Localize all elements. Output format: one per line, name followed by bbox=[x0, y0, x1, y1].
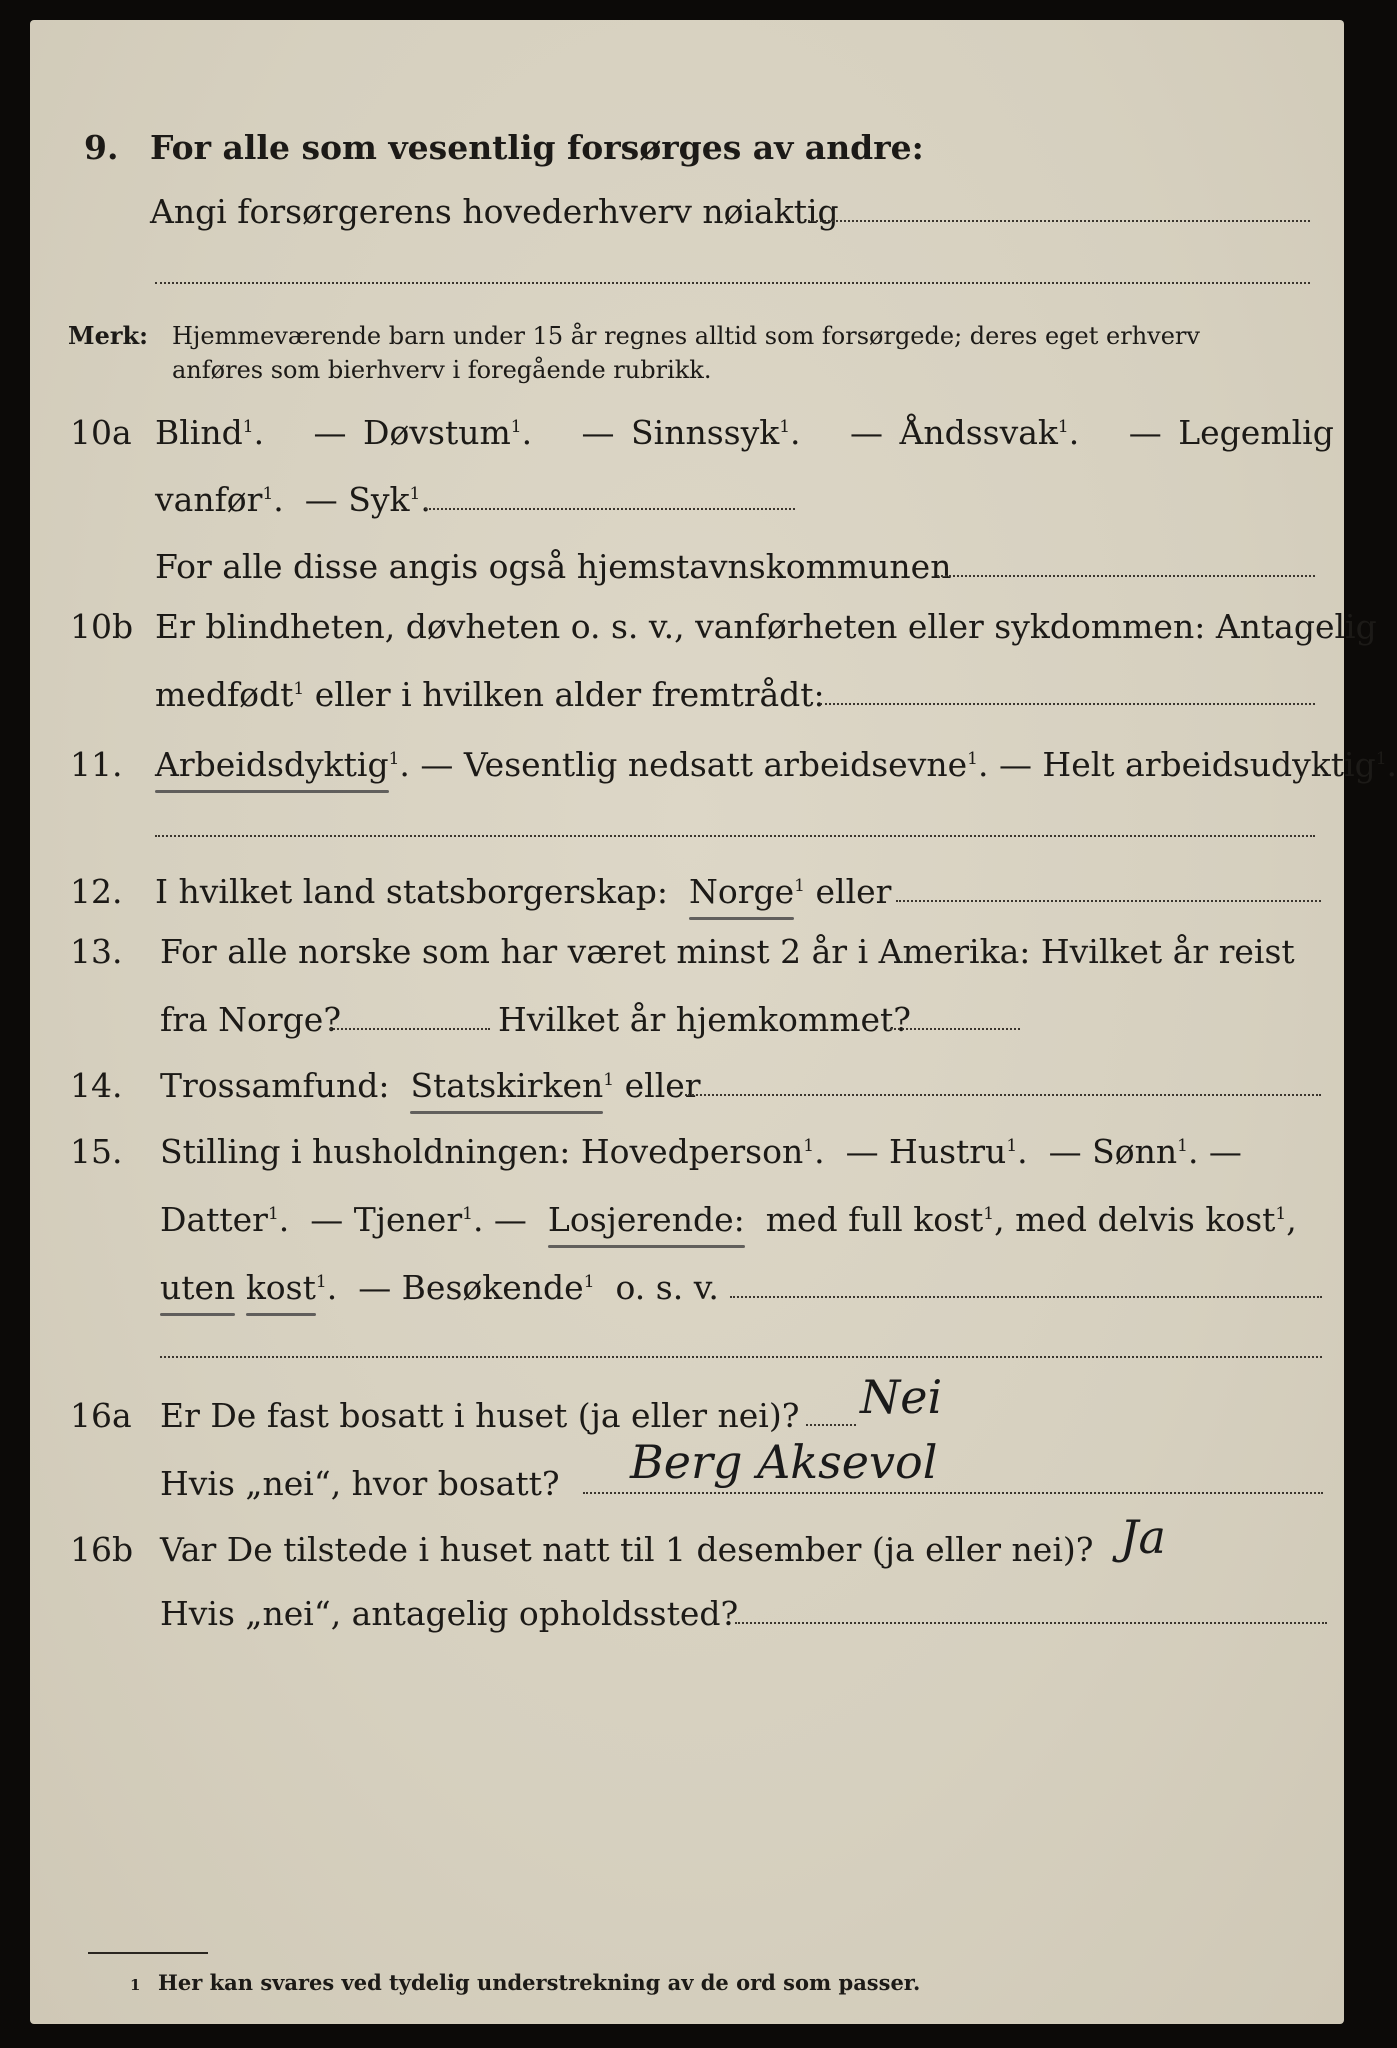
option-kost[interactable]: kost bbox=[245, 1268, 316, 1307]
footnote-text: Her kan svares ved tydelig understrekning av de ord som passer. bbox=[158, 1970, 921, 1995]
q16a-line2: Hvis „nei“, hvor bosatt? bbox=[160, 1464, 560, 1503]
q15-answer-line-2 bbox=[160, 1356, 1322, 1358]
q9-answer-line-2 bbox=[155, 282, 1310, 284]
q10b-number: 10b bbox=[70, 607, 134, 646]
q12-text: I hvilket land statsborgerskap: bbox=[155, 872, 669, 911]
option-hovedperson[interactable]: Stilling i husholdningen: Hovedperson bbox=[160, 1132, 804, 1171]
option-vanfor[interactable]: vanfør bbox=[155, 480, 263, 519]
q10b-line2: medfødt$^1$ eller i hvilken alder fremtrådt: bbox=[155, 675, 825, 714]
option-tjener[interactable]: — Tjener bbox=[310, 1200, 463, 1239]
q9-answer-line bbox=[808, 220, 1310, 222]
option-helt-udyktig[interactable]: — Helt arbeidsudyktig bbox=[998, 745, 1376, 784]
option-dovstum[interactable]: — Døvstum bbox=[313, 413, 511, 452]
option-full-kost[interactable]: med full kost bbox=[765, 1200, 984, 1239]
q15-osv: o. s. v. bbox=[615, 1268, 719, 1307]
q14-line: Trossamfund: Statskirken$^1$ eller bbox=[160, 1066, 701, 1105]
option-norge[interactable]: Norge bbox=[689, 872, 795, 911]
q13-reist-line bbox=[330, 1028, 490, 1030]
option-sinnssyk[interactable]: — Sinnssyk bbox=[581, 413, 780, 452]
q13-line2a: fra Norge? bbox=[160, 1000, 342, 1039]
q16a-bosatt-handwritten[interactable]: Berg Aksevol bbox=[630, 1435, 938, 1489]
q10b-alder-line bbox=[820, 703, 1315, 705]
option-uten[interactable]: uten bbox=[160, 1268, 236, 1307]
q16a-bosatt-line bbox=[583, 1492, 1323, 1494]
q16a-answer-line bbox=[806, 1424, 856, 1426]
q9-line2: Angi forsørgerens hovederhverv nøiaktig bbox=[150, 192, 839, 231]
q16b-handwritten-answer[interactable]: Ja bbox=[1120, 1510, 1166, 1564]
q15-line1: Stilling i husholdningen: Hovedperson$^1$. — Hustru$^1$. — Sønn$^1$. — bbox=[160, 1132, 1242, 1171]
q15-line3: uten kost$^1$. — Besøkende$^1$ o. s. v. bbox=[160, 1268, 719, 1307]
q10a-number: 10a bbox=[70, 413, 132, 452]
q10a-line2: vanfør$^1$. — Syk$^1$. bbox=[155, 480, 431, 519]
option-vesentlig-nedsatt[interactable]: — Vesentlig nedsatt arbeidsevne bbox=[420, 745, 968, 784]
q10a-hjemstavn-line bbox=[937, 575, 1315, 577]
q15-line2: Datter$^1$. — Tjener$^1$. — Losjerende: med full kost$^1$, med delvis kost$^1$, bbox=[160, 1200, 1297, 1239]
option-andssvak[interactable]: — Åndssvak bbox=[850, 413, 1058, 452]
q16b-number: 16b bbox=[70, 1530, 134, 1569]
q12-answer-line bbox=[896, 900, 1321, 902]
q11-line: Arbeidsdyktig$^1$. — Vesentlig nedsatt arbeidsevne$^1$. — Helt arbeidsudyktig$^1$. bbox=[155, 745, 1397, 784]
q14-number: 14. bbox=[70, 1066, 123, 1105]
q16b-line1: Var De tilstede i huset natt til 1 desember (ja eller nei)? bbox=[160, 1530, 1094, 1569]
q10b-line2-rest: eller i hvilken alder fremtrådt: bbox=[314, 675, 825, 714]
census-form-page bbox=[30, 20, 1397, 2024]
merk-label: Merk: bbox=[68, 321, 148, 350]
option-arbeidsdyktig[interactable]: Arbeidsdyktig bbox=[155, 745, 389, 784]
footnote-mark: 1 bbox=[130, 1976, 141, 1994]
q10a-syk-line bbox=[425, 508, 795, 510]
option-sonn[interactable]: — Sønn bbox=[1048, 1132, 1178, 1171]
q14-answer-line bbox=[685, 1094, 1321, 1096]
option-syk[interactable]: — Syk bbox=[304, 480, 410, 519]
q16a-handwritten-answer[interactable]: Nei bbox=[860, 1370, 943, 1424]
option-blind[interactable]: Blind bbox=[155, 413, 243, 452]
merk-line1: Hjemmeværende barn under 15 år regnes alltid som forsørgede; deres eget erhverv bbox=[172, 322, 1200, 350]
q16a-line1: Er De fast bosatt i huset (ja eller nei)? bbox=[160, 1396, 800, 1435]
q15-answer-line bbox=[730, 1296, 1322, 1298]
q13-line1: For alle norske som har været minst 2 år i Amerika: Hvilket år reist bbox=[160, 932, 1295, 971]
q14-eller: eller bbox=[624, 1066, 701, 1105]
option-legemlig[interactable]: — Legemlig bbox=[1128, 413, 1334, 452]
option-losjerende[interactable]: Losjerende: bbox=[547, 1200, 745, 1239]
q13-number: 13. bbox=[70, 932, 123, 971]
q12-line: I hvilket land statsborgerskap: Norge$^1$ eller bbox=[155, 872, 892, 911]
q10a-line3: For alle disse angis også hjemstavnskommunen bbox=[155, 547, 952, 586]
q14-text: Trossamfund: bbox=[160, 1066, 390, 1105]
q16a-number: 16a bbox=[70, 1396, 132, 1435]
merk-line2: anføres som bierhverv i foregående rubrikk. bbox=[172, 356, 712, 384]
q12-eller: eller bbox=[815, 872, 892, 911]
q9-number: 9. bbox=[84, 128, 119, 167]
q16b-opholdssted-line bbox=[735, 1622, 1327, 1624]
option-medfodt[interactable]: medfødt bbox=[155, 675, 294, 714]
q11-answer-line bbox=[155, 835, 1315, 837]
footnote-rule bbox=[88, 1952, 208, 1954]
option-hustru[interactable]: — Hustru bbox=[845, 1132, 1007, 1171]
option-delvis-kost[interactable]: , med delvis kost bbox=[994, 1200, 1276, 1239]
q10a-line1: Blind$^1$. — Døvstum$^1$. — Sinnssyk$^1$. — Åndssvak$^1$. — Legemlig bbox=[155, 413, 1334, 452]
option-datter[interactable]: Datter bbox=[160, 1200, 268, 1239]
option-besokende[interactable]: — Besøkende bbox=[358, 1268, 584, 1307]
q12-number: 12. bbox=[70, 872, 123, 911]
q13-hjemkommet-line bbox=[890, 1028, 1020, 1030]
option-statskirken[interactable]: Statskirken bbox=[410, 1066, 604, 1105]
q16b-line2: Hvis „nei“, antagelig opholdssted? bbox=[160, 1594, 739, 1633]
q15-number: 15. bbox=[70, 1132, 123, 1171]
q10b-line1: Er blindheten, døvheten o. s. v., vanførheten eller sykdommen: Antagelig bbox=[155, 607, 1377, 646]
q13-line2b: Hvilket år hjemkommet? bbox=[498, 1000, 911, 1039]
q11-number: 11. bbox=[70, 745, 123, 784]
q9-line1: For alle som vesentlig forsørges av andre: bbox=[150, 128, 924, 167]
